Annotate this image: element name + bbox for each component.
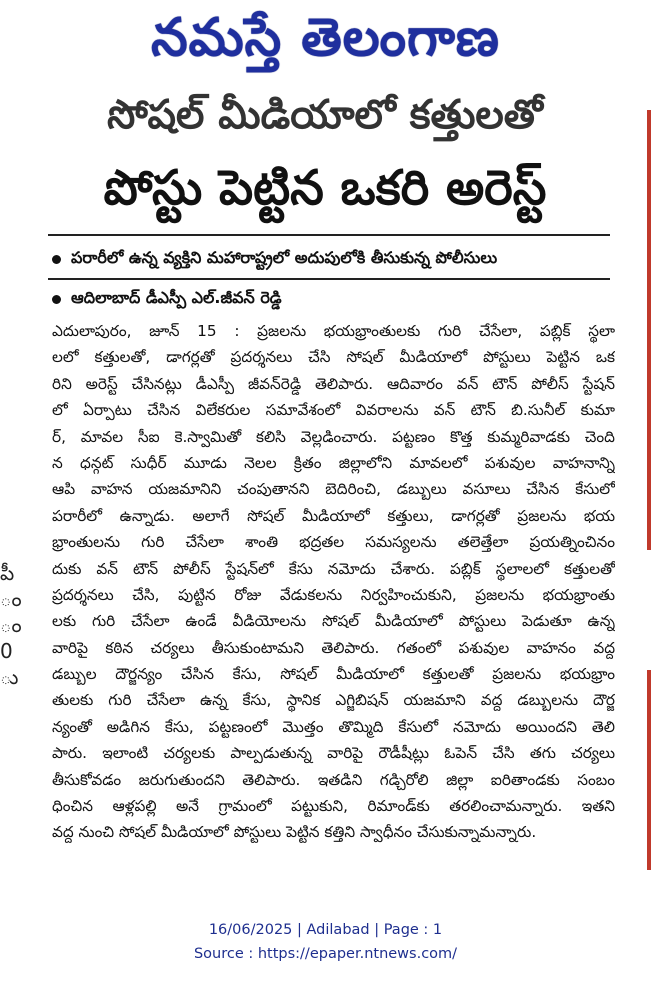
fragment-text: పీ bbox=[0, 561, 15, 585]
subhead-text: పరారీలో ఉన్న వ్యక్తిని మహారాష్ట్రలో అదుపులోకి తీసుకున్న పోలీసులు bbox=[71, 248, 498, 267]
article-line: పరారీలో ఉన్నాడు. అలాగే సోషల్ మీడియాలో కత్తులు, డాగర్లతో ప్రజలను భయ bbox=[52, 506, 615, 525]
edge-color-bar bbox=[647, 670, 651, 870]
subhead-2 bbox=[52, 288, 612, 311]
subhead-1 bbox=[52, 248, 612, 271]
article-line: దుకు వన్ టౌన్ పోలీస్ స్టేషన్‌లో కేసు నమోదు చేశారు. పబ్లిక్ స్థలాలలో కత్తులతో bbox=[52, 559, 615, 578]
bullet-icon bbox=[52, 295, 61, 304]
newspaper-logo: నమస్తే తెలంగాణ bbox=[151, 8, 500, 68]
article-line: భ్రాంతులను గురి చేసేలా శాంతి భద్రతల సమస్యలను తలెత్తేలా ప్రయత్నించినం bbox=[52, 533, 615, 552]
divider bbox=[48, 234, 610, 236]
adjacent-column-fragments bbox=[0, 560, 22, 690]
fragment-text: 0 bbox=[0, 639, 13, 663]
masthead bbox=[0, 0, 651, 78]
article-line: ఎదులాపురం, జూన్ 15 : ప్రజలను భయభ్రాంతులకు గురి చేసేలా, పబ్లిక్ స్థలా bbox=[52, 322, 615, 340]
divider bbox=[48, 278, 610, 280]
article-line: రిని అరెస్ట్ చేసినట్లు డీఎస్పీ జీవన్‌రెడ్డి తెలిపారు. ఆదివారం వన్ టౌన్ పోలీస్ స్టేషన్ bbox=[52, 374, 615, 393]
headline-line-1: సోషల్ మీడియాలో కత్తులతో bbox=[107, 92, 543, 138]
article-line: న ధన్గట్ సుధీర్ మూడు నెలల క్రితం జిల్లాలోని మావలలో పశువుల వాహనాన్ని bbox=[52, 453, 615, 472]
article-line: డబ్బుల దౌర్జన్యం చేసిన కేసు, సోషల్ మీడియాలో కత్తులతో ప్రజలను భయభ్రాం bbox=[52, 665, 615, 684]
article-line: ధించిన ఆళ్లపల్లి అనే గ్రామంలో పట్టుకుని, రిమాండ్‌కు తరలించామన్నారు. ఇతని bbox=[52, 797, 615, 816]
fragment-text: ం bbox=[0, 587, 22, 611]
article-body bbox=[52, 318, 615, 846]
article-line: వద్ద నుంచి సోషల్ మీడియాలో పోస్టులు పెట్టిన కత్తిని స్వాధీనం చేసుకున్నామన్నారు. bbox=[52, 823, 537, 842]
fragment-text: ు bbox=[0, 665, 19, 689]
article-line: లో ఏర్పాటు చేసిన విలేకరుల సమావేశంలో వివరాలను వన్ టౌన్ బి.సునీల్ కుమా bbox=[52, 401, 615, 420]
footer-source: Source : https://epaper.ntnews.com/ bbox=[193, 946, 458, 962]
article-line: న్యంతో అడిగిన కేసు, పట్టణంలో మొత్తం తొమ్మిది కేసులో నమోదు అయిందని తెలి bbox=[52, 717, 615, 736]
fragment-text: ం bbox=[0, 613, 22, 637]
footer-meta: 16/06/2025 | Adilabad | Page : 1 bbox=[208, 922, 443, 938]
article-line: ఆపి వాహన యజమానిని చంపుతానని బెదిరించి, డబ్బులు వసూలు చేసిన కేసులో bbox=[52, 480, 615, 499]
article-line: లకు గురి చేసేలా ఉండే వీడియోలను సోషల్ మీడియాలో పోస్టులు పెడుతూ ఉన్న bbox=[52, 612, 615, 631]
article-line: వారిపై కఠిన చర్యలు తీసుకుంటామని తెలిపారు. గతంలో పశువుల వాహనం వద్ద bbox=[52, 638, 615, 657]
article-line: పారు. ఇలాంటి చర్యలకు పాల్పడుతున్న వారిపై రౌడీషీట్లు ఓపెన్ చేసి తగు చర్యలు bbox=[52, 744, 615, 763]
edge-color-bar bbox=[647, 110, 651, 550]
subhead-text: ఆదిలాబాద్ డీఎస్పీ ఎల్.జీవన్ రెడ్డి bbox=[71, 288, 282, 307]
article-line: లలో కత్తులతో, డాగర్లతో ప్రదర్శనలు చేసి సోషల్ మీడియాలో పోస్టులు పెట్టిన ఒక bbox=[52, 348, 615, 367]
bullet-icon bbox=[52, 255, 61, 264]
article-line: తీసుకోవడం జరుగుతుందని తెలిపారు. ఇతడిని గడ్చిరోలి జిల్లా ఐరితాండకు సంబం bbox=[52, 770, 615, 789]
article-line: తులకు గురి చేసేలా ఉన్న కేసు, స్థానిక ఎగ్జిబిషన్ యజమాని వద్ద డబ్బులను దౌర్జ bbox=[52, 691, 615, 710]
headline-line-2: పోస్టు పెట్టిన ఒకరి అరెస్ట్ bbox=[103, 160, 547, 216]
article-line: ర్, మావల సీఐ కె.స్వామితో కలిసి వెల్లడించారు. పట్టణం కొత్త కుమ్మరివాడకు చెంది bbox=[52, 427, 615, 446]
article-line: ప్రదర్శనలు చేసి, పుట్టిన రోజు వేడుకలను నిర్వహించుకుని, ప్రజలను భయభ్రాంతు bbox=[52, 585, 615, 604]
